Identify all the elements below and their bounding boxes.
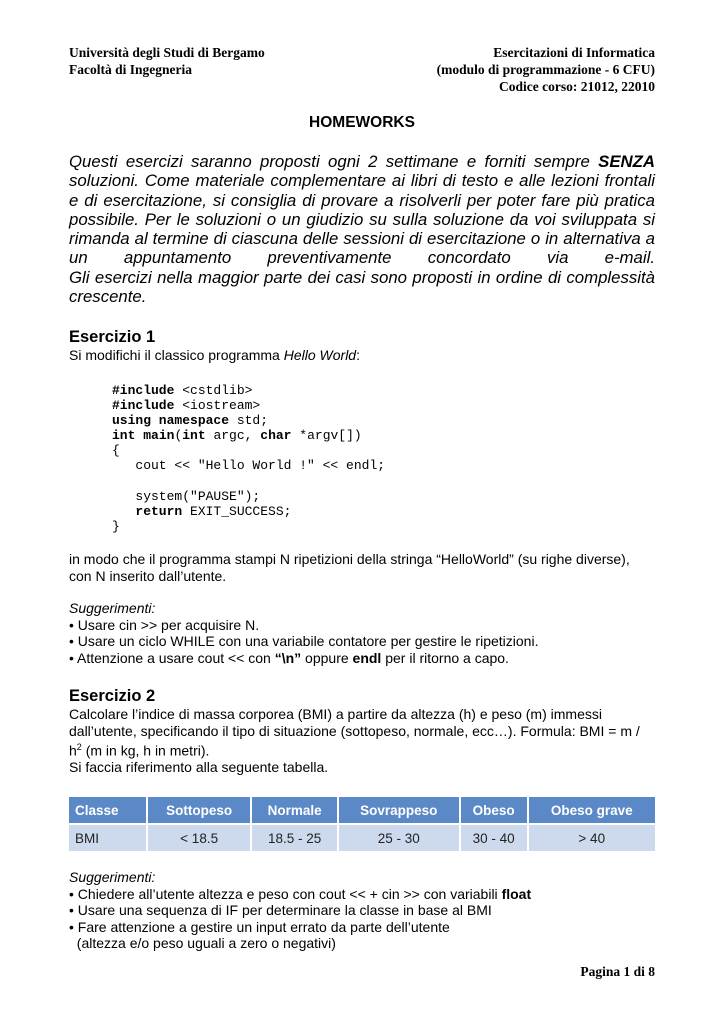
intro-paragraph-2: Gli esercizi nella maggior parte dei casi sono proposti in ordine di complessità crescente. <box>69 267 655 307</box>
table-header: Sottopeso <box>147 797 252 824</box>
header-right <box>437 44 655 95</box>
table-cell: 18.5 - 25 <box>251 824 337 851</box>
exercise-1-hints: Suggerimenti: • Usare cin >> per acquisire N. • Usare un ciclo WHILE con una variabile contatore per gestire le ripetizioni. • Attenzione a usare cout << con “\n” oppure endl per il ritorno a capo. <box>69 600 539 666</box>
table-header: Obeso <box>460 797 528 824</box>
bmi-table <box>69 797 655 851</box>
intro-text: Questi esercizi saranno proposti ogni 2 settimane e forniti sempre SENZA soluzioni. Come materiale complementare ai libri di testo e alle lezioni frontali e di esercitazione, si consiglia di provare a risolverli per poter fare più pratica possibile. Per le soluzioni o un giudizio su sulla soluzione da voi sviluppata si rimanda al termine di ciascuna delle sessioni di esercitazione o in alternativa a un appuntamento preventivamente concordato via e-mail. Gli esercizi nella maggior parte dei casi sono proposti in ordine di complessità crescente. <box>69 152 655 307</box>
course-code: Codice corso: 21012, 22010 <box>499 79 655 94</box>
code-block: #include <cstdlib> #include <iostream> using namespace std; int main(int argc, char *argv[]) { cout << "Hello World !" << endl; system("PAUSE"); return EXIT_SUCCESS; } <box>112 383 386 534</box>
table-row <box>69 824 655 851</box>
table-cell: < 18.5 <box>147 824 252 851</box>
exercise-1-title: Esercizio 1 <box>69 328 156 346</box>
table-cell: > 40 <box>528 824 655 851</box>
exercise-2-hints: Suggerimenti: • Chiedere all’utente altezza e peso con cout << + cin >> con variabili float • Usare una sequenza di IF per determinare la classe in base al BMI • Fare attenzione a gestire un input errato da parte dell’utente (altezza e/o peso uguali a zero o negativi) <box>69 869 532 952</box>
table-header-row <box>69 797 655 824</box>
page-number: Pagina 1 di 8 <box>580 964 655 979</box>
university-name: Università degli Studi di Bergamo <box>69 45 265 60</box>
exercise-1-desc: Si modifichi il classico programma Hello World: <box>69 347 360 363</box>
exercise-1-after: in modo che il programma stampi N ripetizioni della stringa “HelloWorld” (su righe diverse), con N inserito dall’utente. <box>69 551 630 584</box>
table-cell: 25 - 30 <box>338 824 460 851</box>
course-name: Esercitazioni di Informatica <box>493 45 655 60</box>
table-header: Sovrappeso <box>338 797 460 824</box>
exercise-2-title: Esercizio 2 <box>69 687 156 705</box>
table-cell: 30 - 40 <box>460 824 528 851</box>
table-header: Normale <box>251 797 337 824</box>
course-module: (modulo di programmazione - 6 CFU) <box>436 62 655 77</box>
page-title: HOMEWORKS <box>309 114 415 131</box>
table-cell: BMI <box>69 824 147 851</box>
table-header: Obeso grave <box>528 797 655 824</box>
exercise-2-desc: Calcolare l’indice di massa corporea (BMI) a partire da altezza (h) e peso (m) immessi dall’utente, specificando il tipo di situazione (sottopeso, normale, ecc…). Formula: BMI = m / $h^2$ (m in kg, h in metri). Si faccia riferimento alla seguente tabella. <box>69 706 640 776</box>
faculty-name: Facoltà di Ingegneria <box>69 62 192 77</box>
header-left <box>69 44 265 78</box>
table-header: Classe <box>69 797 147 824</box>
